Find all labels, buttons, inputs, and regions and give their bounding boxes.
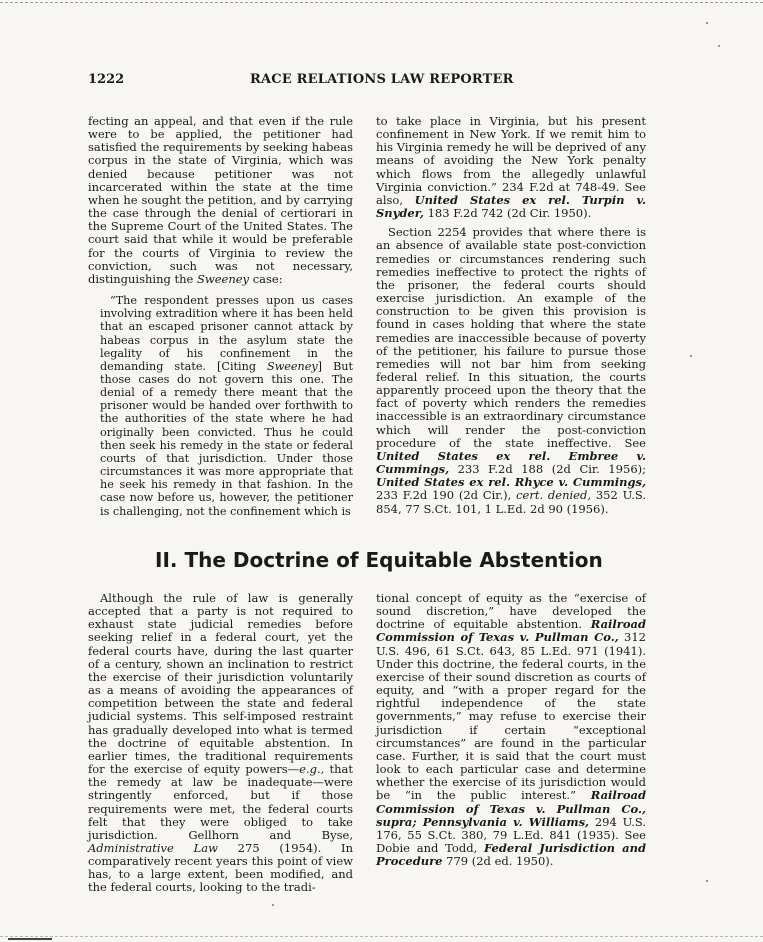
page-number: 1222 xyxy=(88,72,125,87)
left-column-bottom xyxy=(88,592,353,895)
block-quote xyxy=(100,294,353,518)
top-edge-line xyxy=(0,2,763,3)
quote-paragraph: “The respondent presses upon us cases involving extradition where it has been held that an escaped prisoner cannot attack by habeas corpus in the asylum state the legality of his confinement in the demanding state. [Citing Sweeney] But those cases do not govern this one. The denial of a remedy there meant that the prisoner would be handed over forthwith to the authorities of the state where he had originally been convicted. Thus he could then seek his remedy in the state or federal courts of that jurisdiction. Under those circumstances it was more appropriate that he seek his remedy in that fashion. In the case now before us, however, the petitioner is challenging, not the confinement which is xyxy=(100,294,353,518)
paragraph: Section 2254 provides that where there is an absence of available state post-conviction remedies or circumstances rendering such remedies ineffective to protect the rights of the prisoner, the federal courts should exercise jurisdiction. An example of the construction to be given this provision is found in cases holding that where the state remedies are inaccessible because of poverty of the petitioner, his failure to pursue those remedies will not bar him from seeking federal relief. In this situation, the courts apparently proceed upon the theory that the fact of poverty which renders the remedies inaccessible is an extraordinary circumstance which will render the post-conviction procedure of the state ineffective. See United States ex rel. Embree v. Cummings, 233 F.2d 188 (2d Cir. 1956); United States ex rel. Rhyce v. Cummings, 233 F.2d 190 (2d Cir.), cert. denied, 352 U.S. 854, 77 S.Ct. 101, 1 L.Ed. 2d 90 (1956). xyxy=(376,225,646,516)
paragraph: fecting an appeal, and that even if the rule were to be applied, the petitioner had satisfied the requirements by seeking habeas corpus in the state of Virginia, which was denied because petitioner was not incarcerated within the state at the time when he sought the petition, and by carrying the case through the denial of certiorari in the Supreme Court of the United States. The court said that while it would be preferable for the courts of Virginia to review the conviction, such was not necessary, distinguishing the Sweeney case: xyxy=(88,114,353,286)
scan-speck xyxy=(690,355,692,357)
paragraph: to take place in Virginia, but his present confinement in New York. If we remit him to his Virginia remedy he will be deprived of any means of avoiding the New York penalty which flows from the allegedly unlawful Virginia conviction.” 234 F.2d at 748-49. See also, United States ex rel. Turpin v. Snyder, 183 F.2d 742 (2d Cir. 1950). xyxy=(376,114,647,221)
scan-speck xyxy=(272,904,274,906)
page-header xyxy=(88,72,678,92)
bottom-edge-mark xyxy=(8,938,52,940)
section-heading: II. The Doctrine of Equitable Abstention xyxy=(155,548,603,572)
scan-speck xyxy=(706,22,708,24)
paragraph: Although the rule of law is generally accepted that a party is not required to exhaust state judicial remedies before seeking relief in a federal court, yet the federal courts have, during the last quarter of a century, shown an inclination to restrict the exercise of their jurisdiction voluntarily as a means of avoiding the appearances of competition between the state and federal judicial systems. This self-imposed restraint has gradually developed into what is termed the doctrine of equitable abstention. In earlier times, the traditional requirements for the exercise of equity powers—e.g., that the remedy at law be inadequate—were stringently enforced, but if those requirements were met, the federal courts felt that they were obliged to take jurisdiction. Gellhorn and Byse, Administrative Law 275 (1954). In comparatively recent years this point of view has, to a large extent, been modified, and the federal courts, looking to the tradi- xyxy=(88,591,353,895)
left-column-top xyxy=(88,115,353,518)
scan-speck xyxy=(706,880,708,882)
scan-speck xyxy=(718,45,720,47)
running-head: RACE RELATIONS LAW REPORTER xyxy=(250,72,514,87)
paragraph: tional concept of equity as the “exercise of sound discretion,” have developed the doctrine of equitable abstention. Railroad Commission of Texas v. Pullman Co., 312 U.S. 496, 61 S.Ct. 643, 85 L.Ed. 971 (1941). Under this doctrine, the federal courts, in the exercise of their sound discretion as courts of equity, and “with a proper regard for the rightful independence of the state governments,” may refuse to exercise their jurisdiction if certain “exceptional circumstances” are found in the particular case. Further, it is said that the court must look to each particular case and determine whether the exercise of its jurisdiction would be “in the public interest.” Railroad Commission of Texas v. Pullman Co., supra; Pennsylvania v. Williams, 294 U.S. 176, 55 S.Ct. 380, 79 L.Ed. 841 (1935). See Dobie and Todd, Federal Jurisdiction and Procedure 779 (2d ed. 1950). xyxy=(376,591,646,869)
right-column-top xyxy=(376,115,646,516)
bottom-edge-line xyxy=(0,936,763,937)
right-column-bottom xyxy=(376,592,646,868)
